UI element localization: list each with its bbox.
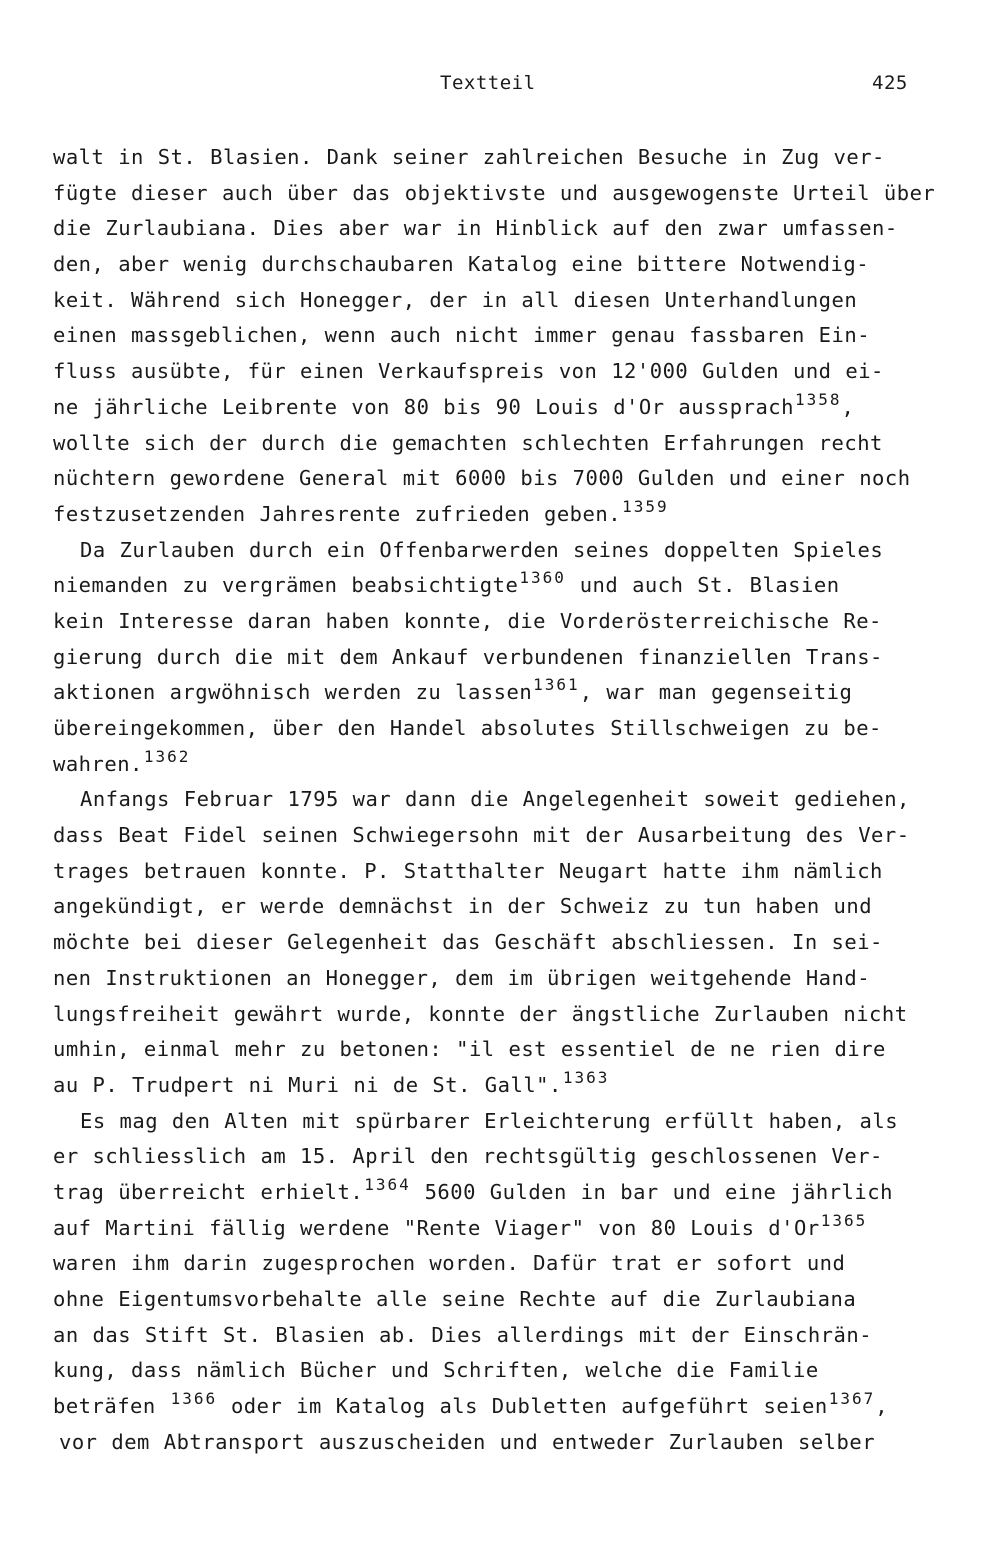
text-line [53,925,953,961]
text-segment: oder im Katalog als Dubletten aufgeführt seien [217,1394,828,1419]
text-segment: beträfen [53,1394,170,1419]
text-line [53,675,953,711]
text-segment: auf Martini fällig werdene "Rente Viager" von 80 Louis d'Or [53,1215,820,1240]
text-line [53,1318,953,1354]
text-line [53,1389,953,1425]
text-segment: festzusetzenden Jahresrente zufrieden geben. [53,501,622,526]
page-number: 425 [872,72,908,94]
footnote-ref: 1359 [622,496,669,516]
text-segment: möchte bei dieser Gelegenheit das Geschäft abschliessen. In sei- [53,930,883,955]
text-line [53,1282,953,1318]
text-segment: aktionen argwöhnisch werden zu lassen [53,680,533,705]
text-segment: Es mag den Alten mit spürbarer Erleichterung erfüllt haben, als [80,1108,899,1133]
footnote-ref: 1367 [828,1389,876,1409]
running-head: Textteil [440,72,536,94]
text-line [53,782,953,818]
text-segment: trag überreicht erhielt. [53,1179,364,1204]
text-line [53,318,953,354]
text-segment: , war man gegenseitig [579,680,853,705]
text-line [53,1175,953,1211]
text-segment: kein Interesse daran haben konnte, die Vorderösterreichische Re- [53,608,882,633]
text-line [53,1068,953,1104]
text-segment: vor dem Abtransport auszuscheiden und entweder Zurlauben selber [59,1429,876,1454]
text-segment: walt in St. Blasien. Dank seiner zahlreichen Besuche in Zug ver- [53,145,885,169]
text-line [53,640,953,676]
text-line [53,247,953,283]
text-segment: waren ihm darin zugesprochen worden. Dafür trat er sofort und [53,1251,846,1276]
text-line [53,497,953,533]
text-line [53,354,953,390]
text-segment: keit. Während sich Honegger, der in all diesen Unterhandlungen [53,287,858,312]
text-segment: Anfangs Februar 1795 war dann die Angelegenheit soweit gediehen, [80,787,910,812]
footnote-ref: 1362 [143,746,191,766]
text-line [53,1425,953,1461]
text-line [53,390,953,426]
footnote-ref: 1363 [562,1067,610,1087]
text-segment: die Zurlaubiana. Dies aber war in Hinblick auf den zwar umfassen- [53,216,898,241]
footnote-ref: 1358 [795,389,842,409]
text-segment: und auch St. Blasien [565,573,840,598]
text-line [53,1246,953,1282]
footnote-ref: 1360 [519,568,566,588]
text-segment: niemanden zu vergrämen beabsichtigte [53,573,519,598]
text-line [53,1211,953,1247]
text-line [53,533,953,569]
text-segment: dass Beat Fidel seinen Schwiegersohn mit der Ausarbeitung des Ver- [53,823,910,848]
text-line [53,711,953,747]
text-line [53,568,953,604]
text-segment: nen Instruktionen an Honegger, dem im übrigen weitgehende Hand- [53,965,871,990]
footnote-ref: 1365 [820,1210,868,1230]
body-text [53,140,953,1460]
text-segment: gierung durch die mit dem Ankauf verbundenen finanziellen Trans- [53,644,883,669]
text-line [53,1353,953,1389]
text-segment: übereingekommen, über den Handel absolutes Stillschweigen zu be- [53,716,882,740]
text-segment: nüchtern gewordene General mit 6000 bis 7000 Gulden und einer noch [53,466,911,491]
text-segment: trages betrauen konnte. P. Statthalter Neugart hatte ihm nämlich [53,858,883,883]
text-segment: wollte sich der durch die gemachten schlechten Erfahrungen recht [53,430,883,455]
text-line [53,604,953,640]
text-line [53,140,953,176]
text-segment: wahren. [53,751,143,776]
text-line [53,283,953,319]
page-header [0,72,1000,102]
text-segment: angekündigt, er werde demnächst in der Schweiz zu tun haben und [53,894,873,919]
footnote-ref: 1366 [170,1389,218,1409]
footnote-ref: 1364 [364,1174,411,1194]
text-line [53,176,953,212]
text-segment: an das Stift St. Blasien ab. Dies allerdings mit der Einschrän- [53,1322,873,1347]
text-segment: au P. Trudpert ni Muri ni de St. Gall". [53,1072,562,1097]
text-segment: , [841,394,855,419]
text-segment: den, aber wenig durchschaubaren Katalog eine bittere Notwendig- [53,252,870,277]
footnote-ref: 1361 [533,675,580,695]
text-line [53,997,953,1033]
text-segment: Da Zurlauben durch ein Offenbarwerden seines doppelten Spieles [80,537,884,562]
text-line [53,211,953,247]
text-line [53,961,953,997]
text-line [53,854,953,890]
text-segment: ohne Eigentumsvorbehalte alle seine Rechte auf die Zurlaubiana [53,1287,857,1311]
text-line [53,818,953,854]
text-line [53,1139,953,1175]
text-segment: er schliesslich am 15. April den rechtsgültig geschlossenen Ver- [53,1144,883,1169]
text-line [53,426,953,462]
text-line [53,1032,953,1068]
text-segment: ne jährliche Leibrente von 80 bis 90 Louis d'Or aussprach [53,394,794,419]
text-segment: kung, dass nämlich Bücher und Schriften, welche die Familie [53,1358,819,1383]
text-segment: einen massgeblichen, wenn auch nicht immer genau fassbaren Ein- [53,323,871,348]
text-segment: lungsfreiheit gewährt wurde, konnte der ängstliche Zurlauben nicht [53,1001,908,1026]
text-line [53,747,953,783]
text-segment: umhin, einmal mehr zu betonen: "il est essentiel de ne rien dire [53,1037,886,1062]
text-segment: fluss ausübte, für einen Verkaufspreis von 12'000 Gulden und ei- [53,359,884,384]
text-line [53,889,953,925]
text-segment: , [875,1394,889,1419]
text-segment: fügte dieser auch über das objektivste und ausgewogenste Urteil über [53,180,936,205]
text-line [53,461,953,497]
text-segment: 5600 Gulden in bar und eine jährlich [410,1179,893,1204]
text-line [53,1104,953,1140]
